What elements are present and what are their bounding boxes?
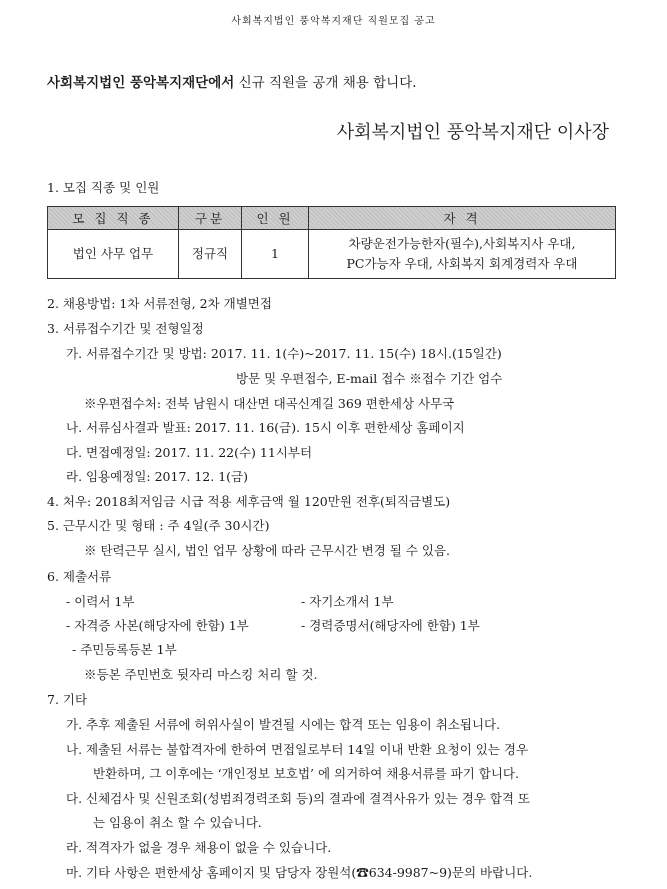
section-5-note: ※ 탄력근무 실시, 법인 업무 상황에 따라 근무시간 변경 될 수 있음. bbox=[84, 543, 451, 558]
header-type: 구분 bbox=[179, 207, 242, 230]
section-7b-line-2: 반환하며, 그 이후에는 ‘개인정보 보호법’ 에 의거하여 채용서류를 파기 합니다. bbox=[93, 766, 519, 781]
section-3-address: ※우편접수처: 전북 남원시 대산면 대곡신계길 369 편한세상 사무국 bbox=[84, 396, 455, 411]
document-resident-register: - 주민등록등본 1부 bbox=[72, 642, 177, 657]
table-header-row bbox=[48, 207, 616, 230]
section-3a-method: 방문 및 우편접수, E-mail 접수 ※접수 기간 엄수 bbox=[236, 371, 503, 386]
section-3b: 나. 서류심사결과 발표: 2017. 11. 16(금). 15시 이후 편한세상 홈페이지 bbox=[66, 420, 465, 435]
recruit-table bbox=[47, 206, 616, 279]
section-7a: 가. 추후 제출된 서류에 허위사실이 발견될 시에는 합격 또는 임용이 취소됩니다. bbox=[66, 717, 501, 732]
section-6-heading: 6. 제출서류 bbox=[47, 569, 112, 584]
qualification-line-2: PC가능자 우대, 사회복지 회계경력자 우대 bbox=[346, 256, 578, 271]
page-title: 사회복지법인 풍악복지재단 직원모집 공고 bbox=[231, 16, 436, 27]
intro-text: 신규 직원을 공개 채용 합니다. bbox=[234, 75, 417, 91]
section-7c-line-2: 는 임용이 취소 할 수 있습니다. bbox=[93, 815, 262, 830]
header-job: 모 집 직 종 bbox=[48, 207, 179, 230]
intro-org: 사회복지법인 풍악복지재단에서 bbox=[47, 75, 235, 91]
header-qualification: 자 격 bbox=[309, 207, 616, 230]
section-7-heading: 7. 기타 bbox=[47, 692, 88, 707]
section-1-heading: 1. 모집 직종 및 인원 bbox=[47, 180, 160, 195]
section-7b-line-1: 나. 제출된 서류는 불합격자에 한하여 면접일로부터 14일 이내 반환 요청이 있는 경우 bbox=[66, 742, 529, 757]
document-career: - 경력증명서(해당자에 한함) 1부 bbox=[301, 618, 480, 633]
intro-paragraph bbox=[47, 71, 417, 91]
cell-count: 1 bbox=[242, 230, 309, 279]
document-certificate: - 자격증 사본(해당자에 한함) 1부 bbox=[66, 618, 249, 633]
section-3-heading: 3. 서류접수기간 및 전형일정 bbox=[47, 321, 204, 336]
cell-qualification bbox=[309, 230, 616, 279]
document-self-intro: - 자기소개서 1부 bbox=[301, 594, 394, 609]
cell-job: 법인 사무 업무 bbox=[48, 230, 179, 279]
section-7e: 마. 기타 사항은 편한세상 홈페이지 및 담당자 장원석(☎634-9987~9)문의 바랍니다. bbox=[66, 865, 533, 880]
section-7c-line-1: 다. 신체검사 및 신원조회(성범죄경력조회 등)의 결과에 결격사유가 있는 경우 합격 또 bbox=[66, 791, 531, 806]
section-6-note: ※등본 주민번호 뒷자리 마스킹 처리 할 것. bbox=[84, 667, 318, 682]
section-3d: 라. 임용예정일: 2017. 12. 1(금) bbox=[66, 469, 248, 484]
section-5: 5. 근무시간 및 형태 : 주 4일(주 30시간) bbox=[47, 518, 270, 533]
document-resume: - 이력서 1부 bbox=[66, 594, 135, 609]
section-2: 2. 채용방법: 1차 서류전형, 2차 개별면접 bbox=[47, 296, 272, 311]
cell-type: 정규직 bbox=[179, 230, 242, 279]
table-row bbox=[48, 230, 616, 279]
section-3a: 가. 서류접수기간 및 방법: 2017. 11. 1(수)~2017. 11. 15(수) 18시.(15일간) bbox=[66, 346, 502, 361]
section-4: 4. 처우: 2018최저임금 시급 적용 세후금액 월 120만원 전후(퇴직금별도) bbox=[47, 494, 451, 509]
qualification-line-1: 차량운전가능한자(필수),사회복지사 우대, bbox=[348, 236, 576, 251]
section-7d: 라. 적격자가 없을 경우 채용이 없을 수 있습니다. bbox=[66, 840, 332, 855]
signer: 사회복지법인 풍악복지재단 이사장 bbox=[336, 122, 609, 143]
section-3c: 다. 면접예정일: 2017. 11. 22(수) 11시부터 bbox=[66, 445, 313, 460]
header-count: 인 원 bbox=[242, 207, 309, 230]
